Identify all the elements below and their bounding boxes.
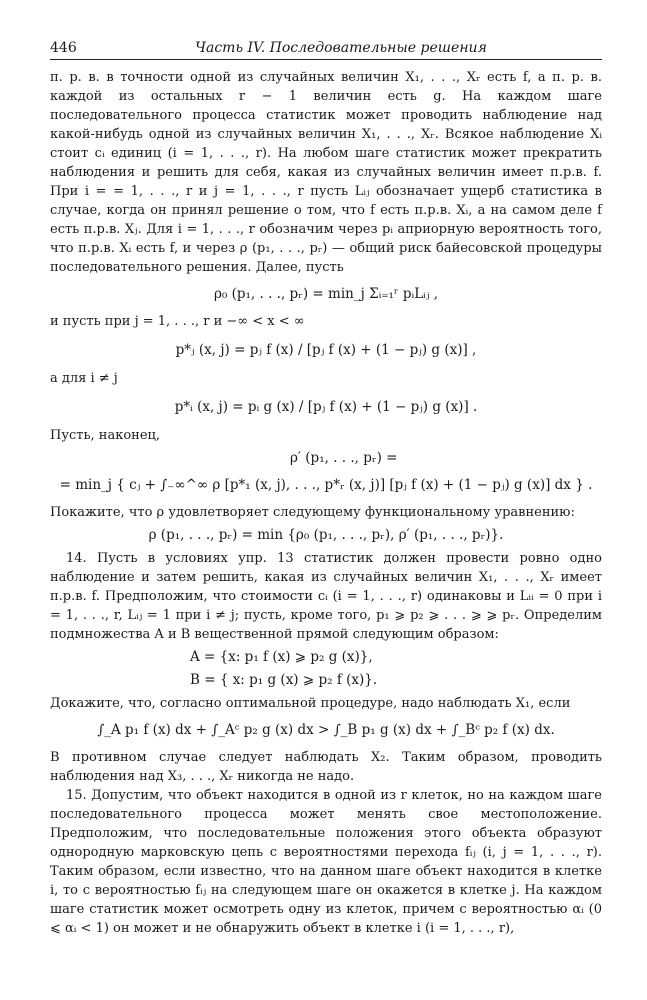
para-intro: п. р. в. в точности одной из случайных величин X₁, . . ., Xᵣ есть f, а п. р. в. каждой из остальных r − 1 величин есть g. На каждом шаге последовательного процесса статистик может проводить наблюдение над какой-нибудь одной из случайных величин X₁, . . ., Xᵣ. Всякое наблюдение Xᵢ стоит cᵢ единиц (i = 1, . . ., r). На любом шаге статистик может прекратить наблюдения и решить для себя, какая из случайных величин имеет п.р.в. f. При i = = 1, . . ., r и j = 1, . . ., r пусть Lᵢⱼ обозначает ущерб статистика в случае, когда он принял решение о том, что f есть п.р.в. Xᵢ, а на самом деле f есть п.р.в. Xⱼ. Для i = 1, . . ., r обозначим через pᵢ априорную вероятность того, что п.р.в. Xᵢ есть f, и через ρ (p₁, . . ., pᵣ) — общий риск байесовской процедуры последовательного решения. Далее, пусть — [50, 70, 602, 275]
page-body — [50, 68, 602, 938]
formula-set-a: A = {x: p₁ f (x) ⩾ p₂ g (x)}, — [190, 649, 373, 665]
formula-set-b: B = { x: p₁ g (x) ⩾ p₂ f (x)}. — [190, 672, 378, 688]
page-header — [50, 40, 602, 60]
para-problem-14: 14. Пусть в условиях упр. 13 статистик должен провести ровно одно наблюдение и затем решить, какая из случайных величин X₁, . . ., Xᵣ имеет п.р.в. f. Предположим, что стоимости cᵢ (i = 1, . . ., r) одинаковы и Lᵢᵢ = 0 при i = 1, . . ., r, Lᵢⱼ = 1 при i ≠ j; пусть, кроме того, p₁ ⩾ p₂ ⩾ . . . ⩾ ⩾ pᵣ. Определим подмножества A и B вещественной прямой следующим образом: — [50, 551, 602, 642]
para-otherwise: В противном случае следует наблюдать X₂. Таким образом, проводить наблюдения над X₃, . . ., Xᵣ никогда не надо. — [50, 750, 602, 784]
running-title: Часть IV. Последовательные решения — [195, 40, 487, 56]
formula-functional-eq: ρ (p₁, . . ., pᵣ) = min {ρ₀ (p₁, . . ., pᵣ), ρ′ (p₁, . . ., pᵣ)}. — [148, 527, 504, 543]
formula-rho-prime-lhs: ρ′ (p₁, . . ., pᵣ) = — [290, 450, 398, 466]
formula-rho-prime-rhs: = min_j { cⱼ + ∫₋∞^∞ ρ [p*₁ (x, j), . . ., p*ᵣ (x, j)] [pⱼ f (x) + (1 − pⱼ) g (x)] dx } . — [59, 477, 593, 493]
para-finally: Пусть, наконец, — [50, 428, 161, 443]
para-problem-15: 15. Допустим, что объект находится в одной из r клеток, но на каждом шаге последовательного процесса может менять свое местоположение. Предположим, что последовательные положения этого объекта образуют однородную марковскую цепь с вероятностями перехода fᵢⱼ (i, j = 1, . . ., r). Таким образом, если известно, что на данном шаге объект находится в клетке i, то с вероятностью fᵢⱼ на следующем шаге он окажется в клетке j. На каждом шаге статистик может осмотреть одну из клеток, причем с вероятностью αᵢ (0 ⩽ αᵢ < 1) он может и не обнаружить объект в клетке i (i = 1, . . ., r), — [50, 788, 602, 936]
formula-rho0: ρ₀ (p₁, . . ., pᵣ) = min_j Σᵢ₌₁ʳ pᵢLᵢⱼ , — [213, 286, 439, 302]
formula-pi-star: p*ᵢ (x, j) = pᵢ g (x) / [pⱼ f (x) + (1 − pⱼ) g (x)] . — [174, 399, 478, 415]
para-prove: Докажите, что, согласно оптимальной процедуре, надо наблюдать X₁, если — [50, 696, 571, 711]
para-show: Покажите, что ρ удовлетворяет следующему функциональному уравнению: — [50, 505, 575, 520]
para-for-i: а для i ≠ j — [50, 371, 118, 386]
formula-integral-inequality: ∫_A p₁ f (x) dx + ∫_Aᶜ p₂ g (x) dx > ∫_B p₁ g (x) dx + ∫_Bᶜ p₂ f (x) dx. — [97, 722, 555, 738]
para-let-j: и пусть при j = 1, . . ., r и −∞ < x < ∞ — [50, 314, 305, 329]
book-page — [50, 40, 602, 938]
formula-pj-star: p*ⱼ (x, j) = pⱼ f (x) / [pⱼ f (x) + (1 − pⱼ) g (x)] , — [175, 342, 477, 358]
page-number: 446 — [50, 40, 77, 56]
